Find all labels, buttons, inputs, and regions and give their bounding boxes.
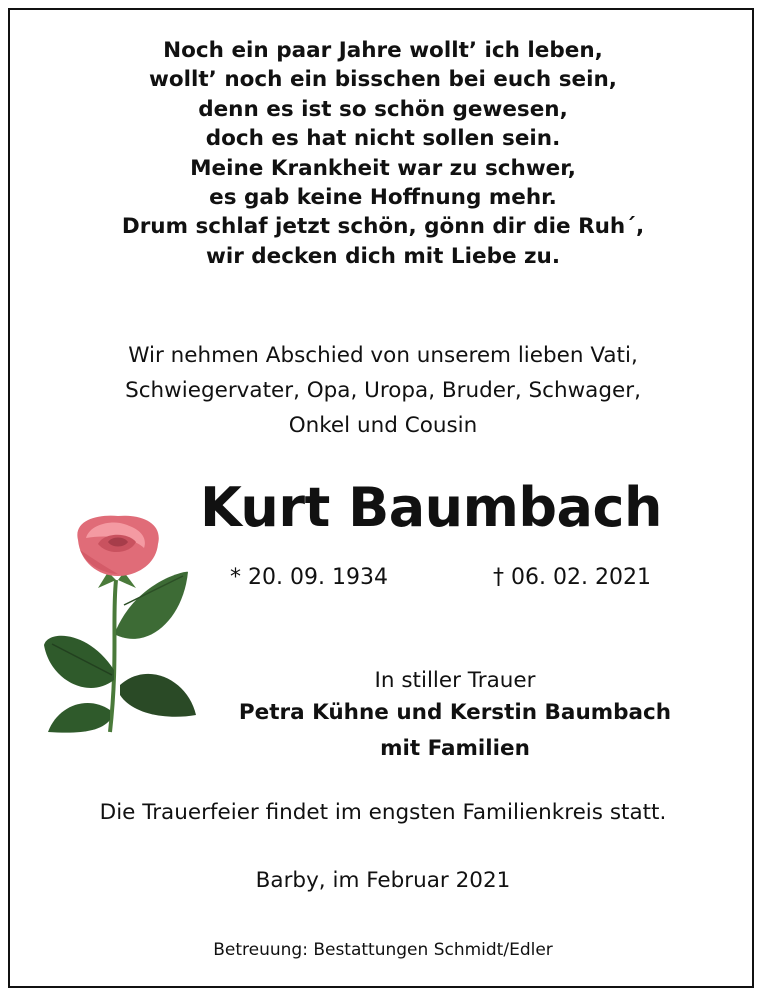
poem-line: doch es hat nicht sollen sein.: [205, 126, 561, 152]
obituary-notice: [8, 8, 754, 988]
farewell-text: [10, 338, 756, 443]
ceremony-notice: Die Trauerfeier findet im engsten Familienkreis statt.: [99, 800, 667, 825]
poem-line: Drum schlaf jetzt schön, gönn dir die Ruh´,: [121, 214, 645, 240]
death-date: † 06. 02. 2021: [493, 565, 651, 590]
poem-line: Noch ein paar Jahre wollt’ ich leben,: [163, 38, 603, 63]
rose-icon: [38, 510, 198, 738]
deceased-name: Kurt Baumbach: [200, 476, 662, 539]
poem-line: denn es ist so schön gewesen,: [198, 96, 568, 122]
farewell-line: Onkel und Cousin: [288, 413, 478, 438]
mourner-names: Petra Kühne und Kerstin Baumbach: [238, 700, 672, 725]
farewell-line: Wir nehmen Abschied von unserem lieben Vati,: [128, 343, 638, 368]
poem-line: Meine Krankheit war zu schwer,: [190, 155, 576, 181]
place-date: Barby, im Februar 2021: [255, 868, 511, 893]
mourning-line: In stiller Trauer: [374, 668, 536, 693]
poem: [10, 36, 756, 271]
birth-date: * 20. 09. 1934: [230, 565, 388, 590]
mourner-families: mit Familien: [380, 736, 530, 761]
poem-line: wir decken dich mit Liebe zu.: [205, 243, 561, 269]
farewell-line: Schwiegervater, Opa, Uropa, Bruder, Schwager,: [125, 378, 641, 403]
poem-line: es gab keine Hoffnung mehr.: [209, 185, 557, 211]
poem-line: wollt’ noch ein bisschen bei euch sein,: [149, 67, 617, 93]
funeral-home-credit: Betreuung: Bestattungen Schmidt/Edler: [213, 940, 553, 960]
